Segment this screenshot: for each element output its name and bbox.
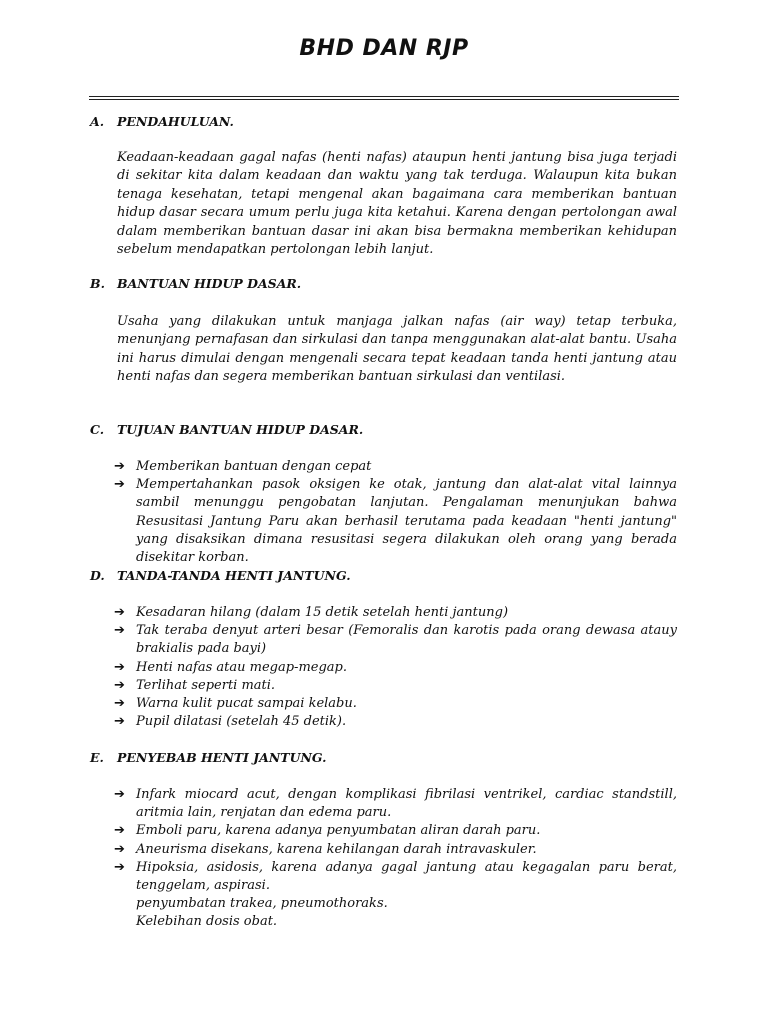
arrow-right-icon: ➔ bbox=[114, 459, 125, 474]
list-item: ➔ Kesadaran hilang (dalam 15 detik setelah henti jantung) bbox=[114, 604, 677, 622]
continuation-line: penyumbatan trakea, pneumothoraks. bbox=[136, 896, 388, 912]
section-b-heading bbox=[90, 276, 301, 291]
list-item: ➔ Mempertahankan pasok oksigen ke otak, jantung dan alat-alat vital lainnya sambil menunggu pengobatan lanjutan. Pengalaman menunjukan bahwa Resusitasi Jantung Paru akan berhasil terutama pada keadaan "henti jantung" yang disaksikan dimana resusitasi segera dilakukan oleh orang yang berada disekitar korban. bbox=[114, 477, 677, 566]
arrow-right-icon: ➔ bbox=[114, 659, 125, 675]
list-item: ➔ Tak teraba denyut arteri besar (Femoralis dan karotis pada orang dewasa atauy brakialis pada bayi) bbox=[114, 623, 677, 657]
title-divider-bottom bbox=[89, 99, 679, 100]
section-letter: B. bbox=[90, 276, 105, 291]
section-d-heading bbox=[90, 568, 351, 583]
list-item: ➔ Terlihat seperti mati. bbox=[114, 677, 677, 695]
section-letter: D. bbox=[90, 568, 105, 583]
section-letter: E. bbox=[90, 750, 104, 765]
arrow-right-icon: ➔ bbox=[114, 859, 125, 875]
list-item: ➔ Henti nafas atau megap-megap. bbox=[114, 659, 677, 677]
list-item: ➔ Infark miocard acut, dengan komplikasi fibrilasi ventrikel, cardiac standstill, aritmia lain, renjatan dan edema paru. bbox=[114, 787, 677, 821]
arrow-right-icon: ➔ bbox=[114, 477, 125, 493]
section-c-list bbox=[114, 458, 677, 567]
section-d-list bbox=[114, 604, 677, 731]
arrow-right-icon: ➔ bbox=[114, 605, 125, 620]
section-c-heading bbox=[90, 422, 363, 437]
section-title: TANDA-TANDA HENTI JANTUNG. bbox=[117, 568, 351, 583]
section-b-paragraph: Usaha yang dilakukan untuk manjaga jalkan nafas (air way) tetap terbuka, menunjang pernafasan dan sirkulasi dan tanpa menggunakan alat-alat bantu. Usaha ini harus dimulai dengan mengenali secara tepat keadaan tanda henti jantung atau henti nafas dan segera memberikan bantuan sirkulasi dan ventilasi. bbox=[117, 314, 677, 385]
section-title: BANTUAN HIDUP DASAR. bbox=[117, 276, 302, 291]
section-a-paragraph: Keadaan-keadaan gagal nafas (henti nafas) ataupun henti jantung bisa juga terjadi di sekitar kita dalam keadaan dan waktu yang tak terduga. Walaupun kita bukan tenaga kesehatan, tetapi mengenal akan bagaimana cara memberikan bantuan hidup dasar secara umum perlu juga kita ketahui. Karena dengan pertolongan awal dalam memberikan bantuan dasar ini akan bisa bermakna memberikan kehidupan sebelum mendapatkan pertolongan lebih lanjut. bbox=[117, 150, 677, 258]
list-item: ➔ Emboli paru, karena adanya penyumbatan aliran darah paru. bbox=[114, 822, 677, 840]
arrow-right-icon: ➔ bbox=[114, 841, 125, 857]
section-a-heading bbox=[90, 114, 234, 129]
title-divider-top bbox=[89, 96, 679, 97]
section-title: TUJUAN BANTUAN HIDUP DASAR. bbox=[117, 422, 364, 437]
continuation-line: Kelebihan dosis obat. bbox=[136, 914, 278, 930]
list-item: ➔ Aneurisma disekans, karena kehilangan darah intravaskuler. bbox=[114, 841, 677, 859]
arrow-right-icon: ➔ bbox=[114, 677, 125, 693]
section-letter: A. bbox=[90, 114, 105, 129]
section-e-heading bbox=[90, 750, 327, 765]
arrow-right-icon: ➔ bbox=[114, 696, 125, 712]
arrow-right-icon: ➔ bbox=[114, 823, 125, 839]
list-item: ➔ Hipoksia, asidosis, karena adanya gagal jantung atau kegagalan paru berat, tenggelam, aspirasi. penyumbatan trakea, pneumothoraks. Kelebihan dosis obat. bbox=[114, 859, 677, 932]
arrow-right-icon: ➔ bbox=[114, 623, 125, 639]
section-title: PENDAHULUAN. bbox=[117, 114, 234, 129]
document-title: BHD DAN RJP bbox=[299, 36, 469, 61]
arrow-right-icon: ➔ bbox=[114, 714, 125, 730]
arrow-right-icon: ➔ bbox=[114, 787, 125, 802]
section-e-list bbox=[114, 786, 677, 932]
section-title: PENYEBAB HENTI JANTUNG. bbox=[117, 750, 327, 765]
list-item: ➔ Memberikan bantuan dengan cepat bbox=[114, 458, 677, 476]
list-item: ➔ Pupil dilatasi (setelah 45 detik). bbox=[114, 713, 677, 731]
list-item: ➔ Warna kulit pucat sampai kelabu. bbox=[114, 695, 677, 713]
section-letter: C. bbox=[90, 422, 105, 437]
